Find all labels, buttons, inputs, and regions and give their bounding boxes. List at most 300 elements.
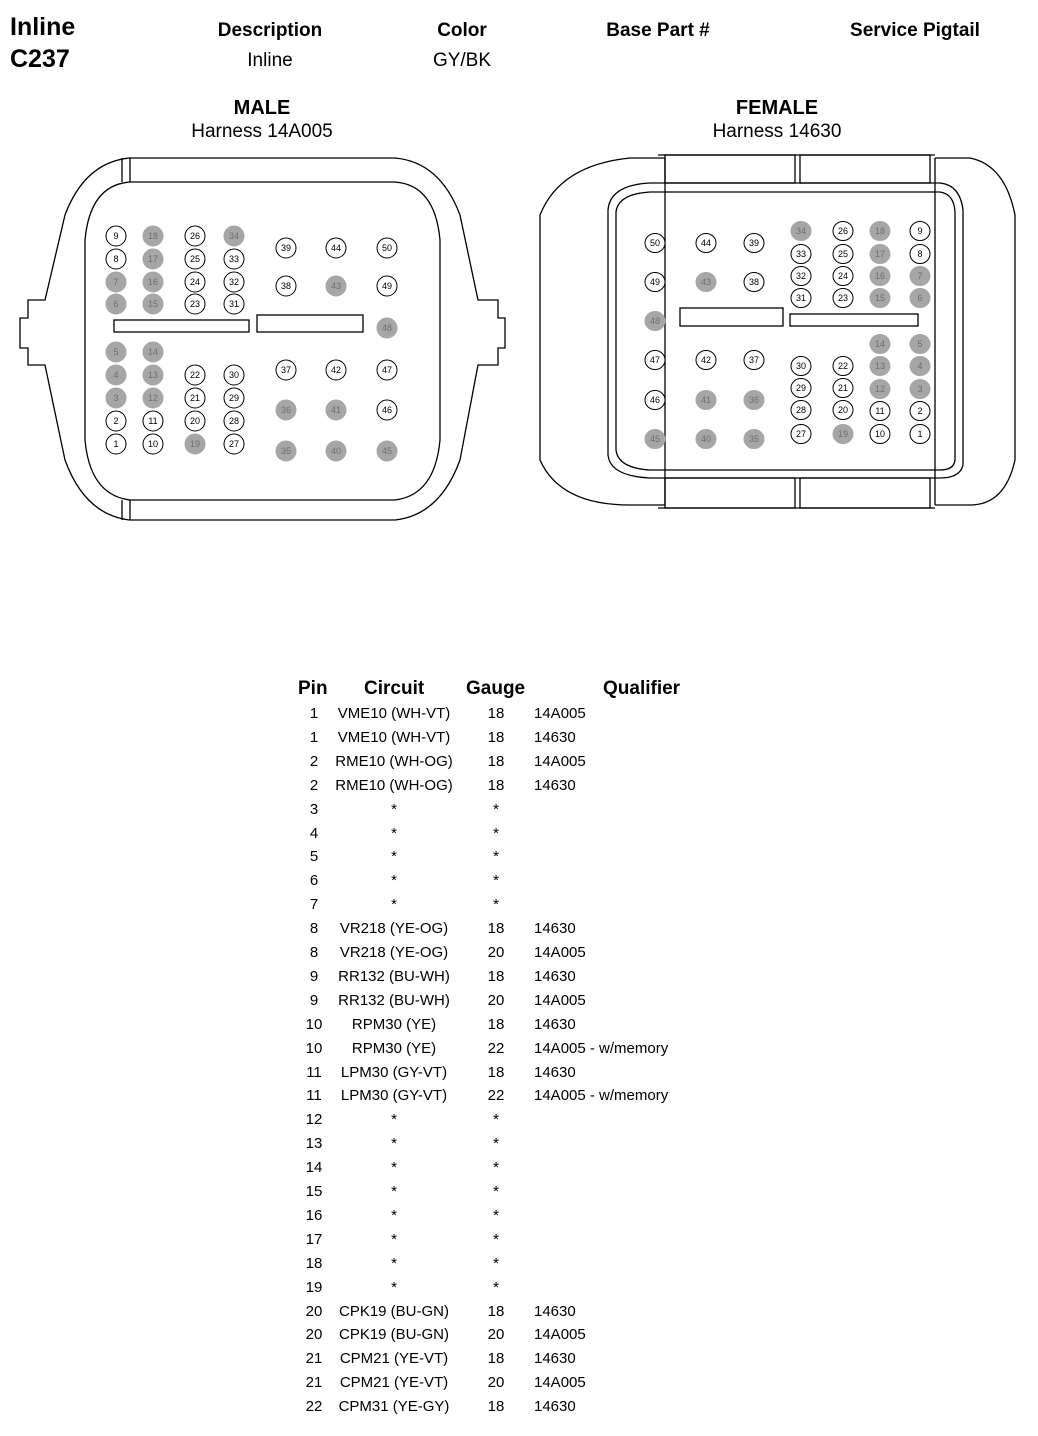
gauge-cell: 18 — [487, 728, 505, 746]
pin-number: 30 — [228, 370, 240, 380]
color-value: GY/BK — [432, 50, 492, 71]
pin-cell: 7 — [309, 896, 319, 914]
pin-35 — [744, 430, 764, 449]
pin-number: 19 — [189, 439, 201, 449]
pin-44 — [696, 234, 716, 253]
gauge-cell: * — [493, 1159, 499, 1177]
pin-22 — [185, 365, 205, 385]
pin-number: 50 — [381, 243, 393, 253]
pin-26 — [833, 222, 853, 241]
pin-number: 16 — [147, 277, 159, 287]
pin-cell: 9 — [309, 967, 319, 985]
pin-number: 38 — [748, 277, 760, 287]
pin-32 — [224, 272, 244, 292]
pin-number: 46 — [649, 395, 661, 405]
description-value: Inline — [247, 50, 293, 71]
pin-8 — [106, 249, 126, 269]
pin-cell: 13 — [305, 1135, 323, 1153]
pin-number: 24 — [189, 277, 201, 287]
pin-number: 37 — [748, 355, 760, 365]
circuit-cell: CPM21 (YE-VT) — [339, 1374, 449, 1392]
pin-2 — [910, 402, 930, 421]
pin-number: 20 — [189, 416, 201, 426]
pin-number: 35 — [748, 434, 760, 444]
pin-43 — [326, 276, 346, 296]
gauge-cell: 18 — [487, 752, 505, 770]
pin-number: 28 — [795, 405, 807, 415]
pin-40 — [696, 430, 716, 449]
pin-number: 42 — [330, 365, 342, 375]
pin-cell: 9 — [309, 991, 319, 1009]
gauge-cell: 18 — [487, 967, 505, 985]
pin-number: 3 — [113, 393, 119, 403]
pin-6 — [106, 294, 126, 314]
pin-cell: 10 — [305, 1039, 323, 1057]
pin-17 — [143, 249, 163, 269]
pin-cell: 3 — [309, 800, 319, 818]
gauge-cell: * — [493, 824, 499, 842]
pin-24 — [833, 267, 853, 286]
pin-number: 6 — [917, 293, 923, 303]
pin-number: 19 — [837, 429, 849, 439]
circuit-cell: * — [391, 1206, 397, 1224]
circuit-cell: * — [391, 1230, 397, 1248]
pin-number: 9 — [917, 226, 923, 236]
pin-cell: 2 — [309, 752, 319, 770]
pin-number: 5 — [113, 347, 119, 357]
pin-number: 42 — [700, 355, 712, 365]
pin-35 — [276, 441, 296, 461]
qualifier-cell: 14A005 — [534, 705, 586, 722]
pin-number: 27 — [795, 429, 807, 439]
pin-number: 14 — [147, 347, 159, 357]
pin-number: 41 — [700, 395, 712, 405]
circuit-cell: CPK19 (BU-GN) — [338, 1302, 450, 1320]
circuit-cell: VR218 (YE-OG) — [339, 920, 449, 938]
pin-10 — [870, 425, 890, 444]
pin-number: 12 — [874, 384, 886, 394]
pin-11 — [870, 402, 890, 421]
pin-cell: 16 — [305, 1206, 323, 1224]
pin-48 — [377, 318, 397, 338]
gauge-cell: 18 — [487, 1302, 505, 1320]
pin-34 — [791, 222, 811, 241]
pin-36 — [744, 391, 764, 410]
pin-number: 22 — [837, 361, 849, 371]
pin-43 — [696, 273, 716, 292]
pin-number: 7 — [917, 271, 923, 281]
pin-number: 35 — [280, 446, 292, 456]
pin-number: 34 — [795, 226, 807, 236]
gauge-cell: * — [493, 872, 499, 890]
pin-number: 25 — [189, 254, 201, 264]
pin-13 — [143, 365, 163, 385]
gauge-cell: 18 — [487, 1063, 505, 1081]
pin-42 — [696, 351, 716, 370]
gauge-cell: * — [493, 1254, 499, 1272]
pin-number: 25 — [837, 249, 849, 259]
female-title: FEMALE — [735, 97, 819, 119]
pin-number: 30 — [795, 361, 807, 371]
pin-cell: 17 — [305, 1230, 323, 1248]
pin-number: 24 — [837, 271, 849, 281]
pin-4 — [106, 365, 126, 385]
pin-40 — [326, 441, 346, 461]
gauge-cell: 18 — [487, 920, 505, 938]
pin-5 — [910, 335, 930, 354]
pin-cell: 12 — [305, 1111, 323, 1129]
pin-13 — [870, 357, 890, 376]
pin-number: 1 — [113, 439, 119, 449]
pin-49 — [645, 273, 665, 292]
pin-number: 16 — [874, 271, 886, 281]
pin-42 — [326, 360, 346, 380]
qualifier-cell: 14630 — [534, 967, 576, 985]
pin-cell: 21 — [305, 1374, 323, 1392]
circuit-cell: * — [391, 896, 397, 914]
pin-cell: 18 — [305, 1254, 323, 1272]
pin-number: 48 — [381, 323, 393, 333]
pin-24 — [185, 272, 205, 292]
pin-cell: 19 — [305, 1278, 323, 1296]
pin-6 — [910, 289, 930, 308]
pin-50 — [377, 238, 397, 258]
circuit-cell: LPM30 (GY-VT) — [340, 1087, 448, 1105]
pin-cell: 10 — [305, 1015, 323, 1033]
pin-20 — [833, 401, 853, 420]
pin-number: 5 — [917, 339, 923, 349]
qualifier-cell: 14630 — [534, 1302, 576, 1320]
circuit-cell: VME10 (WH-VT) — [337, 705, 451, 722]
gauge-cell: * — [493, 1111, 499, 1129]
pin-number: 32 — [228, 277, 240, 287]
pin-30 — [791, 357, 811, 376]
gauge-cell: * — [493, 848, 499, 866]
pin-number: 43 — [330, 281, 342, 291]
gauge-cell: 18 — [487, 776, 505, 794]
pin-number: 40 — [330, 446, 342, 456]
pin-27 — [791, 425, 811, 444]
male-harness: Harness 14A005 — [191, 121, 333, 142]
pin-33 — [224, 249, 244, 269]
male-connector-housing — [20, 158, 505, 520]
pin-number: 2 — [113, 416, 119, 426]
pin-28 — [791, 401, 811, 420]
pin-number: 8 — [917, 249, 923, 259]
gauge-cell: * — [493, 800, 499, 818]
gauge-cell: 18 — [487, 1015, 505, 1033]
qualifier-cell: 14A005 - w/memory — [534, 1039, 669, 1057]
gauge-cell: * — [493, 1278, 499, 1296]
pin-number: 44 — [700, 238, 712, 248]
pin-cell: 1 — [309, 728, 319, 746]
pin-number: 50 — [649, 238, 661, 248]
qualifier-cell: 14A005 — [534, 1326, 586, 1344]
pin-cell: 11 — [306, 1063, 322, 1081]
pin-2 — [106, 411, 126, 431]
pin-18 — [143, 226, 163, 246]
pin-number: 21 — [837, 383, 849, 393]
qualifier-cell: 14A005 — [534, 991, 586, 1009]
pin-9 — [910, 222, 930, 241]
pin-number: 41 — [330, 405, 342, 415]
qualifier-cell: 14A005 — [534, 944, 586, 961]
circuit-cell: * — [391, 800, 397, 818]
pin-27 — [224, 434, 244, 454]
pin-46 — [645, 391, 665, 410]
pin-22 — [833, 357, 853, 376]
description-label: Description — [217, 20, 323, 41]
pin-number: 47 — [381, 365, 393, 375]
pin-37 — [276, 360, 296, 380]
circuit-cell: * — [391, 1111, 397, 1129]
pin-number: 4 — [113, 370, 119, 380]
qualifier-cell: 14630 — [534, 1350, 576, 1368]
pin-8 — [910, 245, 930, 264]
pin-number: 10 — [147, 439, 159, 449]
pin-5 — [106, 342, 126, 362]
pin-21 — [185, 388, 205, 408]
pin-7 — [910, 267, 930, 286]
pin-cell: 8 — [309, 920, 319, 938]
pin-number: 6 — [113, 299, 119, 309]
pin-32 — [791, 267, 811, 286]
pin-number: 39 — [280, 243, 292, 253]
pin-45 — [645, 430, 665, 449]
pin-cell: 15 — [305, 1183, 323, 1200]
circuit-cell: * — [391, 1159, 397, 1177]
pin-number: 39 — [748, 238, 760, 248]
pin-number: 49 — [381, 281, 393, 291]
pin-48 — [645, 312, 665, 331]
circuit-cell: RPM30 (YE) — [351, 1039, 437, 1057]
circuit-cell: VR218 (YE-OG) — [339, 944, 449, 961]
circuit-cell: * — [391, 848, 397, 866]
pin-33 — [791, 245, 811, 264]
pin-44 — [326, 238, 346, 258]
female-harness: Harness 14630 — [712, 121, 842, 142]
pin-cell: 6 — [309, 872, 319, 890]
qualifier-cell: 14630 — [534, 1015, 576, 1033]
pin-number: 7 — [113, 277, 119, 287]
pin-17 — [870, 245, 890, 264]
circuit-cell: * — [391, 824, 397, 842]
pin-number: 17 — [874, 249, 886, 259]
circuit-cell: * — [391, 872, 397, 890]
pin-number: 11 — [875, 406, 885, 416]
circuit-cell: LPM30 (GY-VT) — [340, 1063, 448, 1081]
pin-16 — [870, 267, 890, 286]
pin-number: 34 — [228, 231, 240, 241]
pin-18 — [870, 222, 890, 241]
pin-45 — [377, 441, 397, 461]
pin-7 — [106, 272, 126, 292]
pin-number: 22 — [189, 370, 201, 380]
header-pin: Pin — [298, 678, 328, 699]
pin-number: 43 — [700, 277, 712, 287]
gauge-cell: * — [493, 1206, 499, 1224]
pin-number: 36 — [280, 405, 292, 415]
pin-50 — [645, 234, 665, 253]
base-part-label: Base Part # — [606, 20, 710, 41]
pin-19 — [833, 425, 853, 444]
pin-number: 15 — [147, 299, 159, 309]
pin-number: 9 — [113, 231, 119, 241]
pin-cell: 11 — [306, 1087, 322, 1105]
circuit-cell: VME10 (WH-VT) — [337, 728, 451, 746]
pin-number: 45 — [381, 446, 393, 456]
pin-number: 26 — [189, 231, 201, 241]
pin-30 — [224, 365, 244, 385]
pin-23 — [185, 294, 205, 314]
pin-cell: 2 — [309, 776, 319, 794]
pin-41 — [696, 391, 716, 410]
pin-number: 36 — [748, 395, 760, 405]
pin-number: 15 — [874, 293, 886, 303]
pin-number: 18 — [874, 226, 886, 236]
pin-25 — [833, 245, 853, 264]
circuit-cell: RR132 (BU-WH) — [338, 991, 450, 1009]
pin-14 — [870, 335, 890, 354]
pin-number: 17 — [147, 254, 159, 264]
pin-29 — [224, 388, 244, 408]
pin-23 — [833, 289, 853, 308]
gauge-cell: 22 — [487, 1039, 505, 1057]
pin-number: 21 — [189, 393, 201, 403]
pin-37 — [744, 351, 764, 370]
pin-number: 49 — [649, 277, 661, 287]
pin-cell: 14 — [305, 1159, 323, 1177]
circuit-cell: * — [391, 1135, 397, 1153]
gauge-cell: 18 — [487, 1350, 505, 1368]
pin-number: 8 — [113, 254, 119, 264]
pin-number: 20 — [837, 405, 849, 415]
qualifier-cell: 14630 — [534, 776, 576, 794]
pin-number: 37 — [280, 365, 292, 375]
pin-3 — [106, 388, 126, 408]
connector-type: Inline — [10, 13, 76, 41]
service-pigtail-label: Service Pigtail — [850, 20, 980, 41]
female-connector-housing — [540, 155, 1015, 508]
header-gauge: Gauge — [466, 678, 526, 699]
female-connector-diagram — [520, 0, 1038, 540]
header-qualifier: Qualifier — [603, 678, 681, 699]
pin-15 — [143, 294, 163, 314]
qualifier-cell: 14630 — [534, 728, 576, 746]
pin-38 — [744, 273, 764, 292]
pin-number: 11 — [148, 416, 158, 426]
pin-number: 47 — [649, 355, 661, 365]
circuit-cell: CPK19 (BU-GN) — [338, 1326, 450, 1344]
pin-number: 29 — [228, 393, 240, 403]
pin-4 — [910, 357, 930, 376]
pin-39 — [744, 234, 764, 253]
pin-41 — [326, 400, 346, 420]
pin-47 — [645, 351, 665, 370]
pin-15 — [870, 289, 890, 308]
pin-number: 23 — [837, 293, 849, 303]
pin-number: 1 — [917, 429, 923, 439]
pin-number: 46 — [381, 405, 393, 415]
gauge-cell: * — [493, 1135, 499, 1153]
circuit-cell: CPM21 (YE-VT) — [339, 1350, 449, 1368]
gauge-cell: 18 — [487, 1398, 505, 1416]
pin-1 — [910, 425, 930, 444]
pin-19 — [185, 434, 205, 454]
gauge-cell: 20 — [487, 1374, 505, 1392]
pin-cell: 20 — [305, 1326, 323, 1344]
pin-31 — [791, 289, 811, 308]
pin-number: 48 — [649, 316, 661, 326]
gauge-cell: * — [493, 896, 499, 914]
pin-34 — [224, 226, 244, 246]
pin-cell: 4 — [309, 824, 319, 842]
color-label: Color — [437, 20, 487, 41]
qualifier-cell: 14630 — [534, 1398, 576, 1416]
circuit-cell: RME10 (WH-OG) — [335, 752, 453, 770]
pin-number: 13 — [874, 361, 886, 371]
pin-20 — [185, 411, 205, 431]
pin-9 — [106, 226, 126, 246]
pin-12 — [143, 388, 163, 408]
pin-3 — [910, 380, 930, 399]
pin-25 — [185, 249, 205, 269]
gauge-cell: * — [493, 1230, 499, 1248]
pin-number: 26 — [837, 226, 849, 236]
pin-number: 31 — [795, 293, 807, 303]
qualifier-cell: 14A005 — [534, 1374, 586, 1392]
pin-46 — [377, 400, 397, 420]
circuit-cell: * — [391, 1278, 397, 1296]
pin-number: 28 — [228, 416, 240, 426]
gauge-cell: 20 — [487, 991, 505, 1009]
pin-number: 12 — [147, 393, 159, 403]
pin-31 — [224, 294, 244, 314]
pin-number: 10 — [874, 429, 886, 439]
pin-1 — [106, 434, 126, 454]
pin-16 — [143, 272, 163, 292]
pin-number: 44 — [330, 243, 342, 253]
gauge-cell: 20 — [487, 944, 505, 961]
pin-number: 33 — [228, 254, 240, 264]
gauge-cell: 22 — [487, 1087, 505, 1105]
pin-cell: 22 — [305, 1398, 323, 1416]
pin-49 — [377, 276, 397, 296]
pin-number: 4 — [917, 361, 923, 371]
pin-28 — [224, 411, 244, 431]
pin-cell: 1 — [309, 705, 319, 722]
pin-number: 2 — [917, 406, 923, 416]
pin-number: 18 — [147, 231, 159, 241]
header-circuit: Circuit — [364, 678, 425, 699]
pin-14 — [143, 342, 163, 362]
pin-number: 23 — [189, 299, 201, 309]
pin-38 — [276, 276, 296, 296]
pin-21 — [833, 379, 853, 398]
pin-number: 31 — [228, 299, 240, 309]
pin-number: 40 — [700, 434, 712, 444]
pin-number: 3 — [917, 384, 923, 394]
pin-29 — [791, 379, 811, 398]
circuit-cell: CPM31 (YE-GY) — [338, 1398, 450, 1416]
circuit-cell: * — [391, 1254, 397, 1272]
pin-36 — [276, 400, 296, 420]
pin-12 — [870, 380, 890, 399]
qualifier-cell: 14A005 — [534, 752, 586, 770]
circuit-cell: RPM30 (YE) — [351, 1015, 437, 1033]
circuit-cell: RME10 (WH-OG) — [335, 776, 453, 794]
pin-number: 45 — [649, 434, 661, 444]
